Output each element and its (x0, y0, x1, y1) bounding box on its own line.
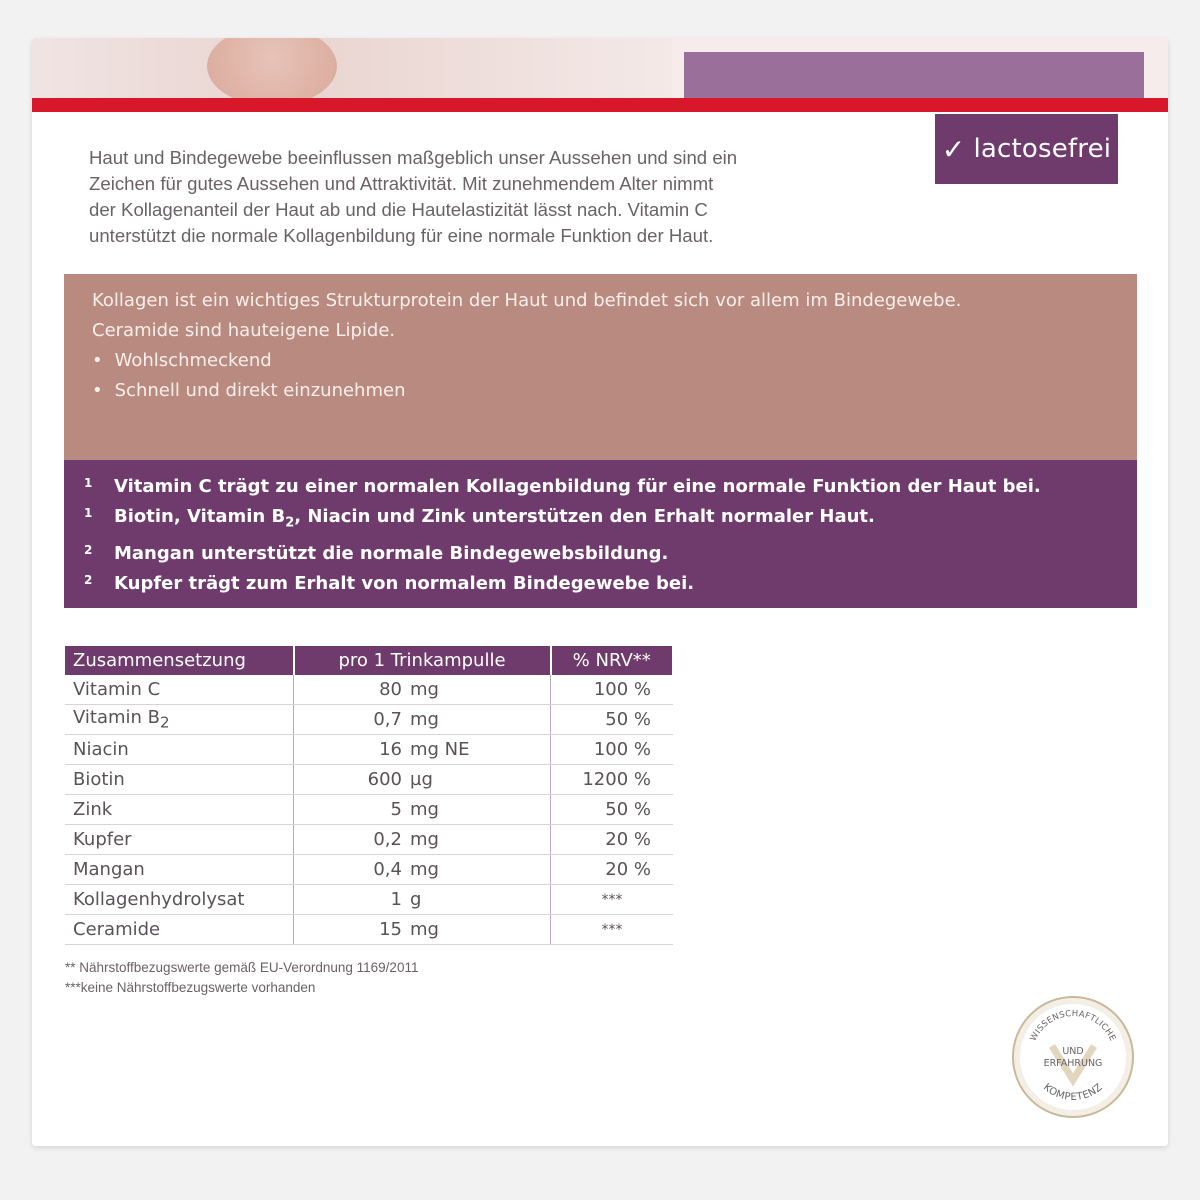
table-row (65, 885, 673, 915)
purple-label-fragment (684, 52, 1144, 98)
claim-row (84, 472, 1137, 502)
nutrient-amount: 0,7 mg (294, 705, 551, 735)
seal-middle-text-2: ERFAHRUNG (1043, 1058, 1103, 1069)
table-row (65, 735, 673, 765)
nutrient-nrv: *** (551, 915, 674, 945)
claim-row (84, 569, 1137, 599)
intro-paragraph (89, 145, 929, 249)
info-line: Kollagen ist ein wichtiges Strukturprotein der Haut und befindet sich vor allem im Bindegewebe. (92, 290, 962, 311)
package-top-edge (32, 38, 1168, 112)
nutrient-amount: 16 mg NE (294, 735, 551, 765)
table-row (65, 795, 673, 825)
claim-row (84, 502, 1137, 539)
info-line: Ceramide sind hauteigene Lipide. (92, 320, 396, 341)
table-row (65, 765, 673, 795)
nutrient-nrv: *** (551, 885, 674, 915)
claim-text: Biotin, Vitamin $B_2$, Niacin und Zink unterstützen den Erhalt normaler Haut. (114, 506, 875, 531)
intro-line: Haut und Bindegewebe beeinflussen maßgeblich unser Aussehen und sind ein (89, 147, 738, 168)
table-row (65, 915, 673, 945)
info-box (64, 274, 1137, 461)
svg-text:WISSENSCHAFTLICHE (1029, 1009, 1118, 1043)
nutrient-name: Zink (65, 795, 294, 825)
nutrient-amount: 15 mg (294, 915, 551, 945)
nutrient-amount: 5 mg (294, 795, 551, 825)
seal-graphic (1014, 998, 1132, 1116)
benefit-item: • Schnell und direkt einzunehmen (92, 376, 1137, 406)
nutrient-amount: 80 mg (294, 675, 551, 705)
claim-row (84, 539, 1137, 569)
nutrient-nrv: 100 % (551, 735, 674, 765)
claim-text: Mangan unterstützt die normale Bindegewebsbildung. (114, 542, 669, 564)
column-header: pro 1 Trinkampulle (294, 646, 551, 675)
nutrient-amount: 1 g (294, 885, 551, 915)
nutrient-nrv: 1200 % (551, 765, 674, 795)
seal-middle-text-1: UND (1062, 1046, 1084, 1057)
checkmark-icon: ✓ (941, 132, 966, 166)
table-row (65, 855, 673, 885)
nutrition-table (65, 646, 674, 945)
intro-line: Zeichen für gutes Aussehen und Attraktivität. Mit zunehmendem Alter nimmt (89, 173, 714, 194)
nutrient-nrv: 100 % (551, 675, 674, 705)
nutrient-name: Vitamin C (65, 675, 294, 705)
nutrient-nrv: 20 % (551, 855, 674, 885)
table-row (65, 705, 673, 735)
claim-footnote-marker: 1 (84, 476, 93, 490)
seal-top-text: WISSENSCHAFTLICHE (1028, 1008, 1118, 1043)
intro-line: der Kollagenanteil der Haut ab und die Hautelastizität lässt nach. Vitamin C (89, 199, 708, 220)
claim-footnote-marker: 1 (84, 506, 93, 520)
nutrient-name: Ceramide (65, 915, 294, 945)
footnote-no-nrv: ***keine Nährstoffbezugswerte vorhanden (65, 980, 316, 995)
nutrient-amount: 0,2 mg (294, 825, 551, 855)
footnote-nrv: ** Nährstoffbezugswerte gemäß EU-Verordnung 1169/2011 (65, 960, 419, 975)
claim-footnote-marker: 2 (84, 542, 93, 557)
nutrient-nrv: 20 % (551, 825, 674, 855)
benefit-list (92, 346, 1137, 406)
health-claims-box (64, 460, 1137, 608)
claim-text: Kupfer trägt zum Erhalt von normalem Bindegewebe bei. (114, 572, 695, 594)
lactosefrei-badge (935, 114, 1118, 184)
table-header-row (65, 646, 673, 675)
nutrient-amount: 600 µg (294, 765, 551, 795)
package-back-panel (32, 38, 1168, 1146)
nutrient-name: Niacin (65, 735, 294, 765)
nutrient-name: Kupfer (65, 825, 294, 855)
badge-label: lactosefrei (973, 134, 1112, 164)
red-brand-stripe (32, 98, 1168, 112)
column-header: % NRV** (551, 646, 674, 675)
table-row (65, 675, 673, 705)
seal-bottom-text: KOMPETENZ (1041, 1081, 1105, 1104)
nutrient-name: Kollagenhydrolysat (65, 885, 294, 915)
nutrient-name: Vitamin $B_2$ (65, 705, 294, 735)
competence-seal (1012, 996, 1134, 1118)
table-row (65, 825, 673, 855)
claim-footnote-marker: 2 (84, 572, 93, 587)
intro-line: unterstützt die normale Kollagenbildung für eine normale Funktion der Haut. (89, 225, 714, 246)
product-photo-strip (32, 38, 672, 98)
nutrient-nrv: 50 % (551, 795, 674, 825)
claim-text: Vitamin C trägt zu einer normalen Kollagenbildung für eine normale Funktion der Haut bei. (114, 476, 1041, 497)
column-header: Zusammensetzung (65, 646, 294, 675)
nutrient-name: Biotin (65, 765, 294, 795)
nutrient-nrv: 50 % (551, 705, 674, 735)
nutrient-amount: 0,4 mg (294, 855, 551, 885)
nutrient-name: Mangan (65, 855, 294, 885)
benefit-item: • Wohlschmeckend (92, 346, 1137, 376)
